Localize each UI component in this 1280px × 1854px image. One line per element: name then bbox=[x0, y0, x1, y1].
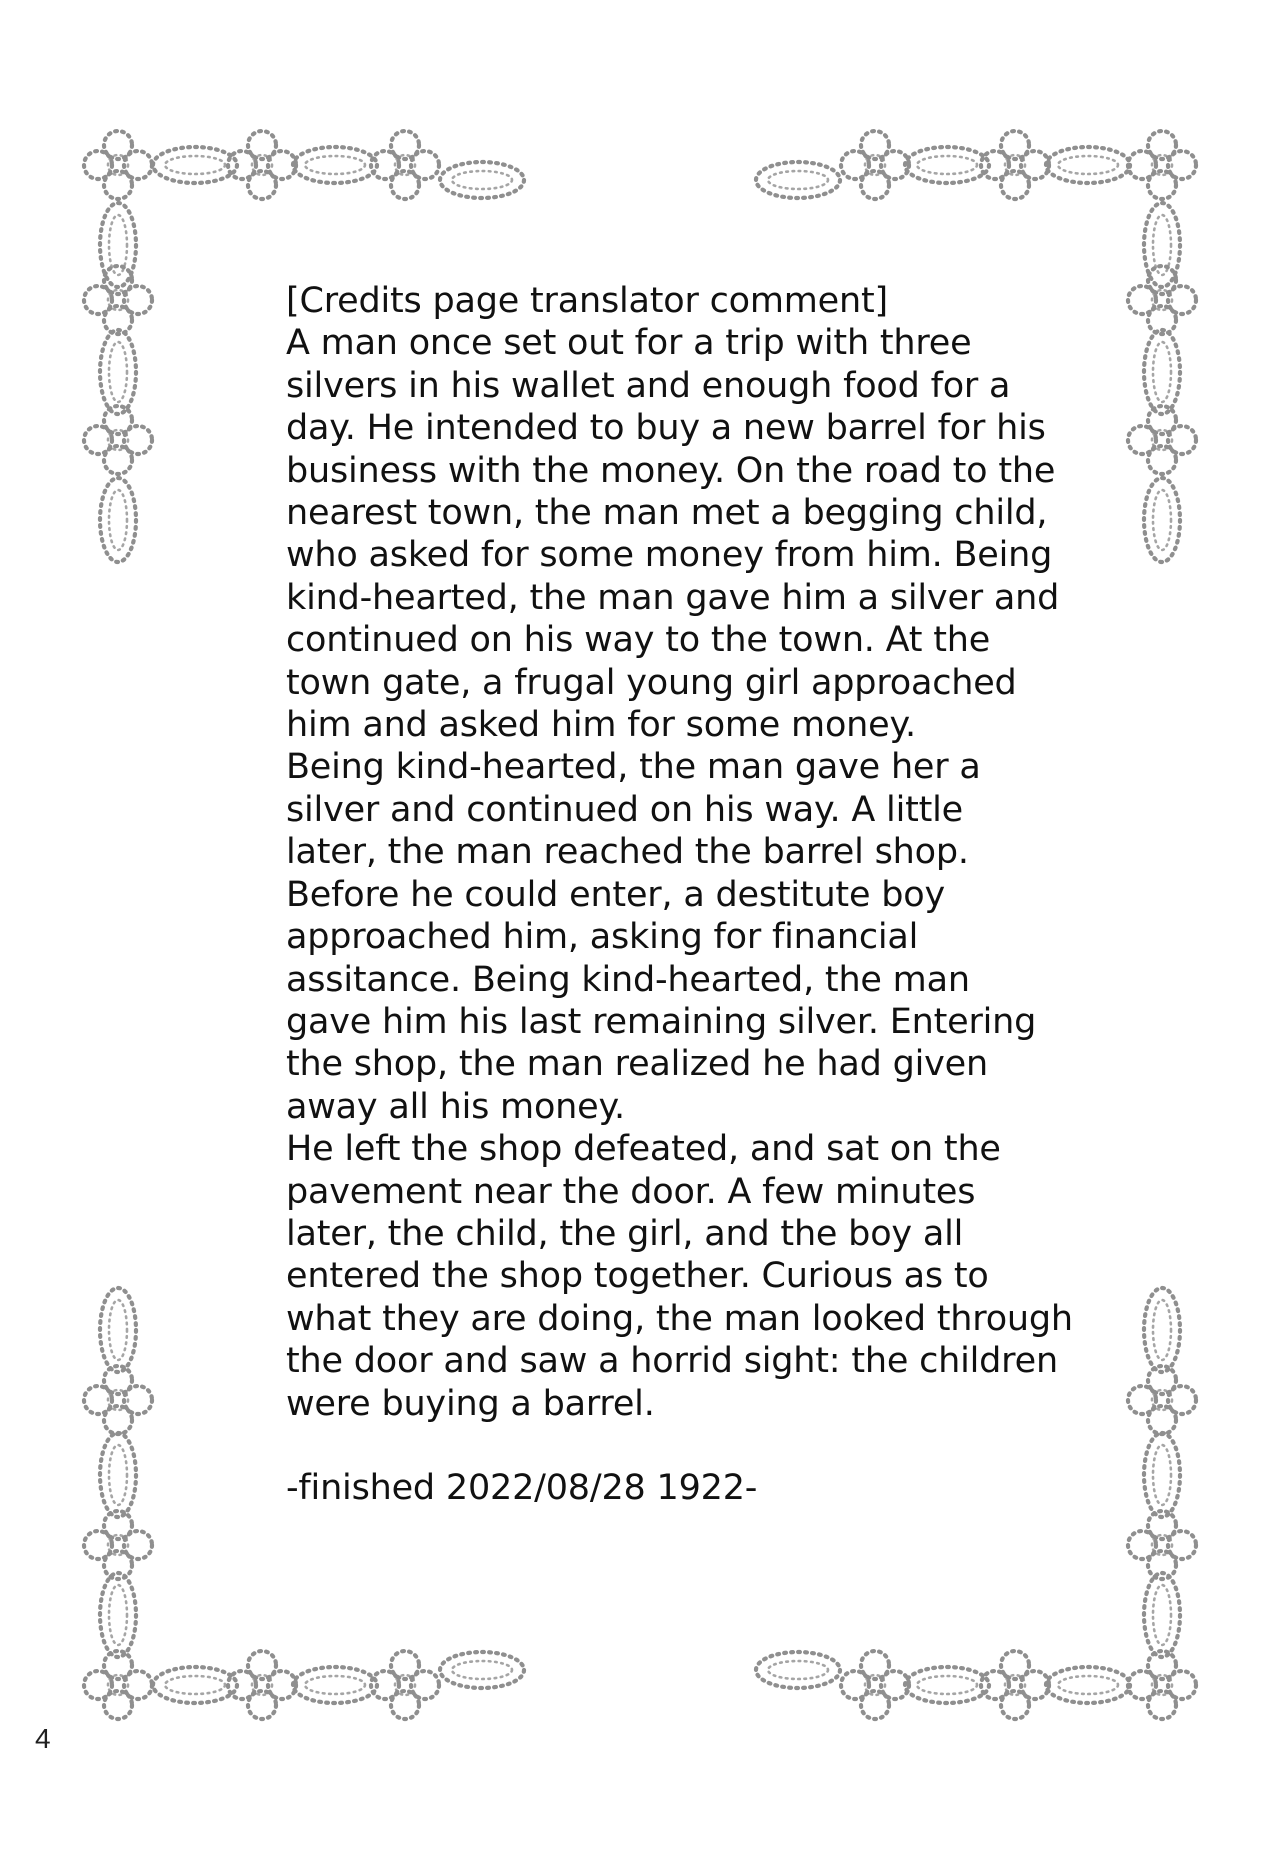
story-line: were buying a barrel. bbox=[286, 1383, 655, 1424]
story-line: nearest town, the man met a begging child, bbox=[286, 493, 1048, 534]
story-line: what they are doing, the man looked through bbox=[286, 1298, 1073, 1339]
page-number: 4 bbox=[35, 1723, 51, 1754]
paragraph-gap bbox=[286, 1425, 1046, 1467]
story-line: kind-hearted, the man gave him a silver and bbox=[286, 577, 1060, 618]
story-line: the door and saw a horrid sight: the children bbox=[286, 1341, 1058, 1382]
story-line: business with the money. On the road to the bbox=[286, 450, 1056, 491]
story-line: A man once set out for a trip with three bbox=[286, 323, 972, 364]
story-line: approached him, asking for financial bbox=[286, 917, 919, 958]
story-line: later, the child, the girl, and the boy all bbox=[286, 1213, 964, 1254]
story-line: pavement near the door. A few minutes bbox=[286, 1171, 976, 1212]
story-line: continued on his way to the town. At the bbox=[286, 620, 991, 661]
story-line: who asked for some money from him. Being bbox=[286, 535, 1053, 576]
story-line: silver and continued on his way. A little bbox=[286, 789, 964, 830]
story-line: the shop, the man realized he had given bbox=[286, 1044, 988, 1085]
story-line: him and asked him for some money. bbox=[286, 705, 916, 746]
story-line: away all his money. bbox=[286, 1086, 625, 1127]
story-line: He left the shop defeated, and sat on the bbox=[286, 1129, 1001, 1170]
story-line: assitance. Being kind-hearted, the man bbox=[286, 959, 970, 1000]
story-line: [Credits page translator comment] bbox=[286, 281, 888, 321]
story-line: gave him his last remaining silver. Entering bbox=[286, 1001, 1037, 1042]
story-line: day. He intended to buy a new barrel for his bbox=[286, 408, 1046, 449]
story-line: Being kind-hearted, the man gave her a bbox=[286, 747, 981, 788]
story-line: town gate, a frugal young girl approached bbox=[286, 662, 1017, 703]
finished-date-line: -finished 2022/08/28 1922- bbox=[286, 1468, 758, 1509]
story-line: silvers in his wallet and enough food for a bbox=[286, 365, 1011, 406]
story-line: later, the man reached the barrel shop. bbox=[286, 832, 969, 873]
story-line: Before he could enter, a destitute boy bbox=[286, 874, 945, 915]
story-text bbox=[286, 280, 1073, 1510]
story-line: entered the shop together. Curious as to bbox=[286, 1256, 989, 1297]
